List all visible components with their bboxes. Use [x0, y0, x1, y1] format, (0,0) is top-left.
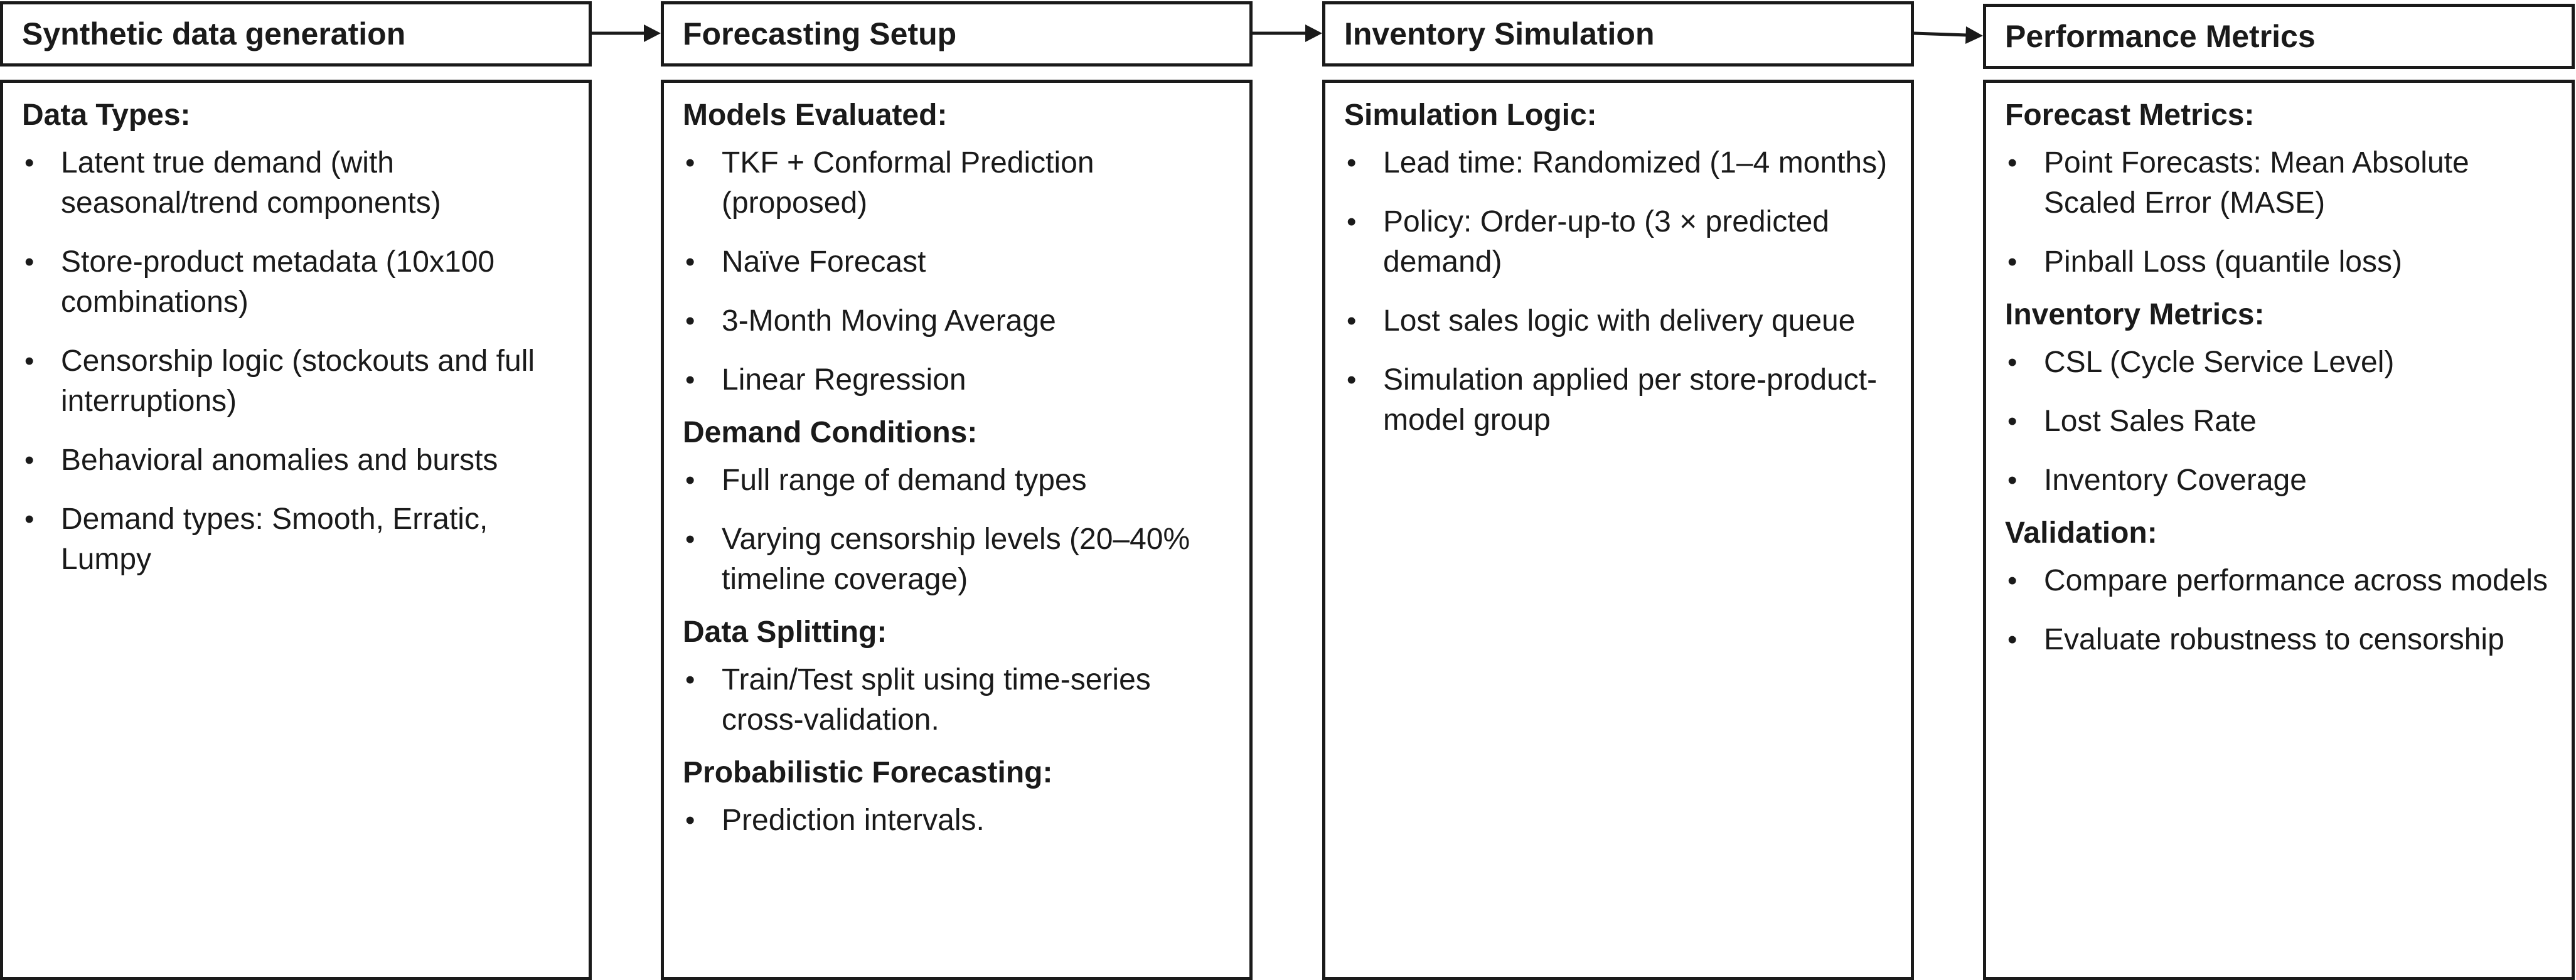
- list-item: • Latent true demand (with seasonal/trend components): [22, 143, 576, 223]
- stage-title: Forecasting Setup: [683, 16, 957, 51]
- list-item: • Lost Sales Rate: [2005, 402, 2559, 442]
- list-item: • CSL (Cycle Service Level): [2005, 343, 2559, 383]
- stage-header: [0, 1, 592, 67]
- list-item: • TKF + Conformal Prediction (proposed): [683, 143, 1237, 223]
- list-item: • Full range of demand types: [683, 461, 1237, 501]
- section-heading: Data Types:: [22, 99, 191, 132]
- stage-inventory-simulation: [1322, 0, 1914, 980]
- section-heading: Simulation Logic:: [1344, 99, 1597, 132]
- stage-title: Inventory Simulation: [1344, 16, 1655, 51]
- list-item: • Point Forecasts: Mean Absolute Scaled Error (MASE): [2005, 143, 2559, 223]
- stage-body: [1322, 80, 1914, 980]
- section-models-evaluated: [683, 97, 1237, 400]
- bullet-list: [683, 461, 1237, 600]
- list-item: • Evaluate robustness to censorship: [2005, 620, 2559, 660]
- list-item: • Policy: Order-up-to (3 × predicted demand): [1344, 202, 1898, 282]
- stage-header: [1322, 1, 1914, 67]
- list-item: • Simulation applied per store-product-model group: [1344, 360, 1898, 440]
- list-item: • Pinball Loss (quantile loss): [2005, 242, 2559, 282]
- section-forecast-metrics: [2005, 97, 2559, 282]
- list-item: • Demand types: Smooth, Erratic, Lumpy: [22, 499, 576, 580]
- list-item: • Lead time: Randomized (1–4 months): [1344, 143, 1898, 183]
- stage-body: [0, 80, 592, 980]
- list-item: • Lost sales logic with delivery queue: [1344, 301, 1898, 341]
- section-demand-conditions: [683, 414, 1237, 600]
- bullet-list: [683, 801, 1237, 841]
- stage-title: Performance Metrics: [2005, 19, 2316, 54]
- list-item: • 3-Month Moving Average: [683, 301, 1237, 341]
- arrow-2-to-3: [1253, 24, 1322, 42]
- section-heading: Demand Conditions:: [683, 416, 978, 449]
- section-heading: Forecast Metrics:: [2005, 99, 2255, 132]
- section-data-types: [22, 97, 576, 580]
- bullet-list: [683, 143, 1237, 400]
- stage-title: Synthetic data generation: [22, 16, 406, 51]
- section-probabilistic-forecasting: [683, 754, 1237, 841]
- bullet-list: [2005, 143, 2559, 282]
- section-data-splitting: [683, 614, 1237, 740]
- bullet-list: [2005, 561, 2559, 660]
- list-item: • Linear Regression: [683, 360, 1237, 400]
- stage-forecasting-setup: [661, 0, 1253, 980]
- stage-header: [661, 1, 1253, 67]
- stage-header: [1983, 4, 2575, 69]
- list-item: • Compare performance across models: [2005, 561, 2559, 601]
- list-item: • Varying censorship levels (20–40% timeline coverage): [683, 519, 1237, 600]
- section-heading: Models Evaluated:: [683, 99, 948, 132]
- stage-body: [661, 80, 1253, 980]
- list-item: • Train/Test split using time-series cross-validation.: [683, 660, 1237, 740]
- bullet-list: [22, 143, 576, 580]
- list-item: • Naïve Forecast: [683, 242, 1237, 282]
- stage-synthetic-data-generation: [0, 0, 592, 980]
- bullet-list: [2005, 343, 2559, 501]
- bullet-list: [1344, 143, 1898, 440]
- list-item: • Prediction intervals.: [683, 801, 1237, 841]
- section-heading: Probabilistic Forecasting:: [683, 756, 1053, 789]
- section-simulation-logic: [1344, 97, 1898, 440]
- bullet-list: [683, 660, 1237, 740]
- section-validation: [2005, 514, 2559, 660]
- list-item: • Inventory Coverage: [2005, 461, 2559, 501]
- list-item: • Censorship logic (stockouts and full interruptions): [22, 341, 576, 422]
- section-inventory-metrics: [2005, 296, 2559, 501]
- list-item: • Store-product metadata (10x100 combinations): [22, 242, 576, 322]
- stage-performance-metrics: [1983, 0, 2575, 980]
- section-heading: Inventory Metrics:: [2005, 298, 2265, 331]
- section-heading: Data Splitting:: [683, 615, 887, 649]
- arrow-1-to-2: [592, 24, 661, 42]
- section-heading: Validation:: [2005, 516, 2157, 550]
- list-item: • Behavioral anomalies and bursts: [22, 440, 576, 481]
- stage-body: [1983, 80, 2575, 980]
- arrow-3-to-4: [1914, 26, 1983, 44]
